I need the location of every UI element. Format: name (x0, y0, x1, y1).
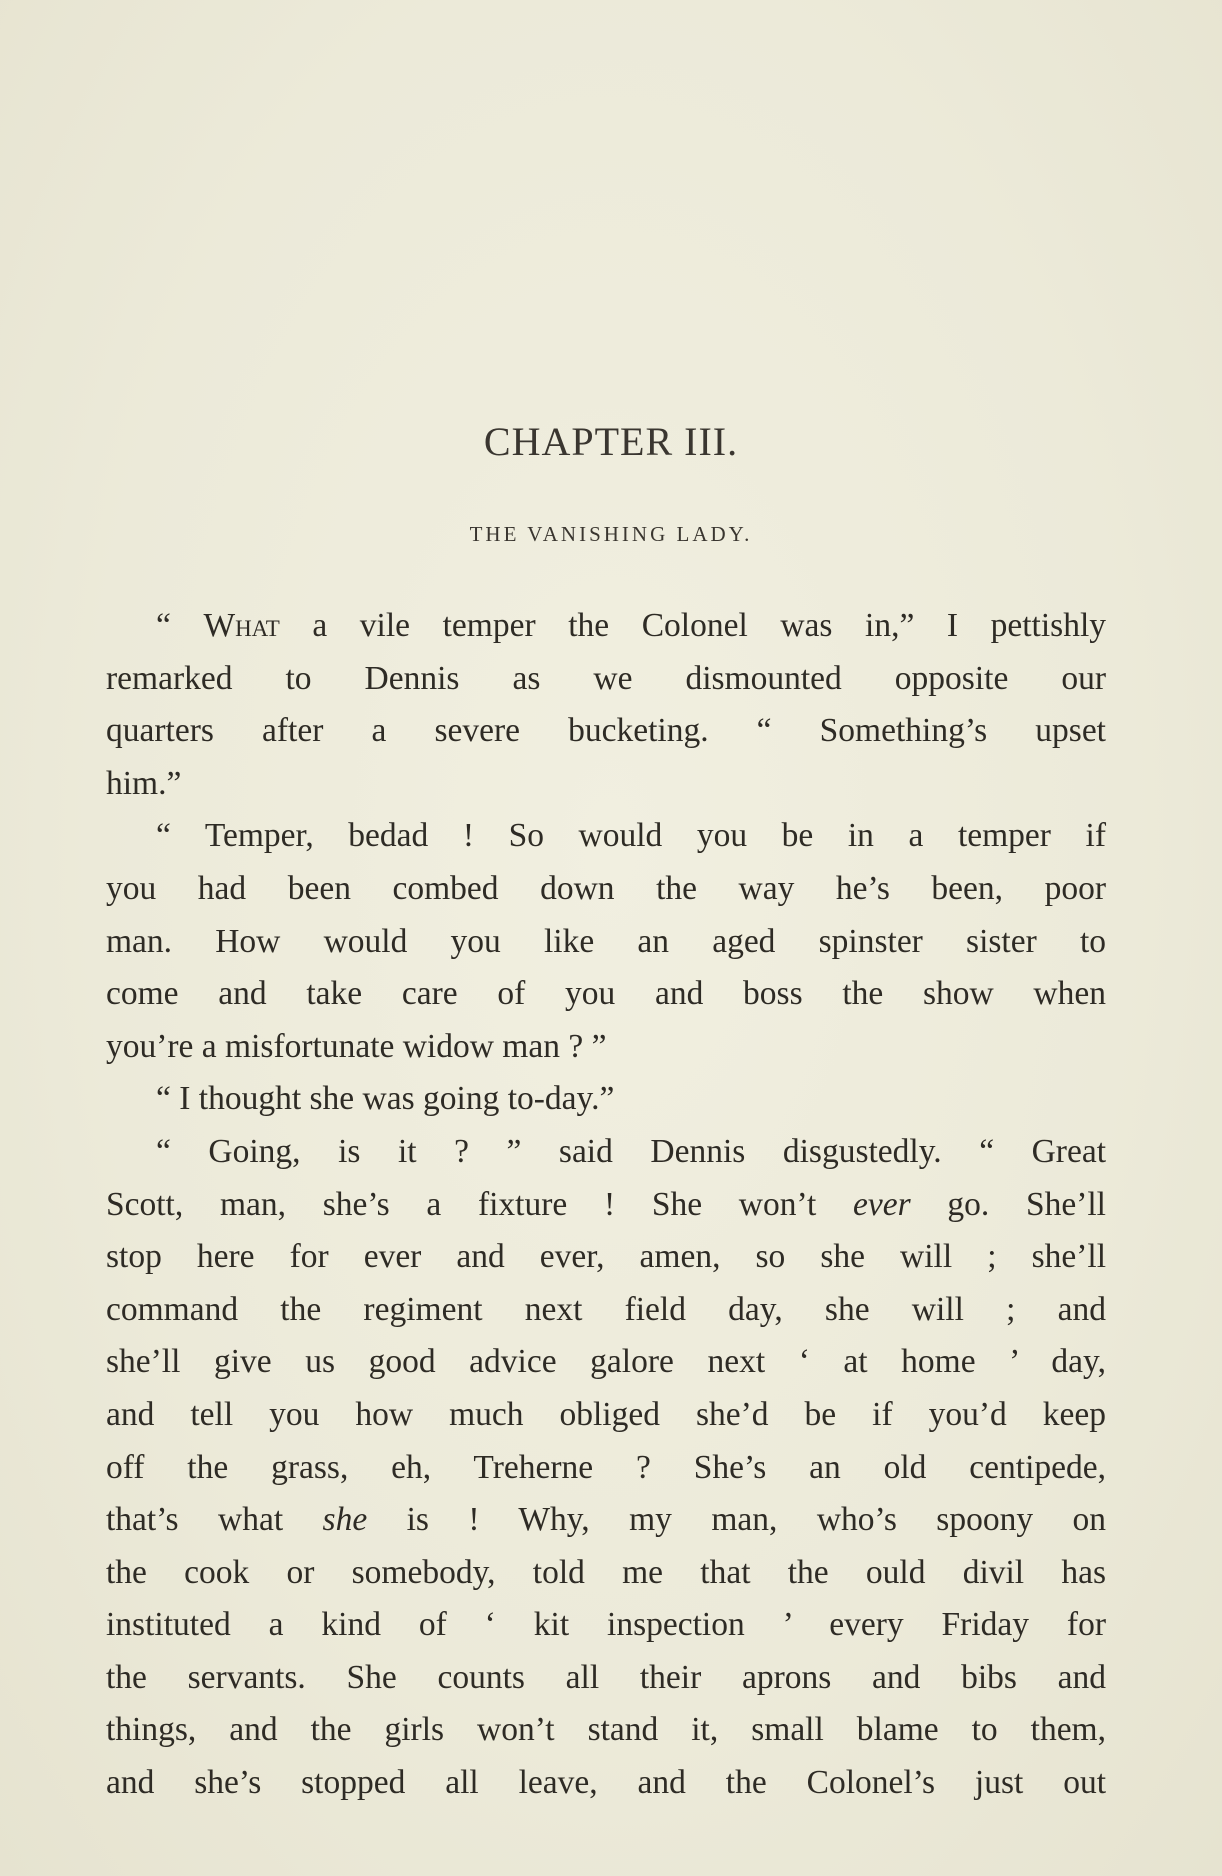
text-line: the servants. She counts all their aprons and bibs and (106, 1658, 1106, 1696)
text-line: man. How would you like an aged spinster sister to (106, 922, 1106, 960)
text-line: quarters after a severe bucketing. “ Something’s upset (106, 712, 1106, 750)
text-line: that’s what she is ! Why, my man, who’s spoony on (106, 1501, 1106, 1539)
text-line: remarked to Dennis as we dismounted opposite our (106, 659, 1106, 697)
text-line: “ I thought she was going to-day.” (156, 1080, 615, 1118)
text-line: she’ll give us good advice galore next ‘ at home ’ day, (106, 1343, 1106, 1381)
text-line: stop here for ever and ever, amen, so she will ; she’ll (106, 1238, 1106, 1276)
text-line: “ Temper, bedad ! So would you be in a temper if (156, 817, 1106, 855)
text-line: you had been combed down the way he’s been, poor (106, 869, 1106, 907)
text-line: instituted a kind of ‘ kit inspection ’ every Friday for (106, 1606, 1106, 1644)
text-line: off the grass, eh, Treherne ? She’s an old centipede, (106, 1448, 1106, 1486)
text-line: you’re a misfortunate widow man ? ” (106, 1027, 607, 1065)
text-line: things, and the girls won’t stand it, small blame to them, (106, 1711, 1106, 1749)
text-line: command the regiment next field day, she will ; and (106, 1290, 1106, 1328)
chapter-heading: CHAPTER III. (483, 419, 739, 464)
text-line: come and take care of you and boss the show when (106, 975, 1106, 1013)
body-text (106, 600, 1106, 1810)
text-line: Scott, man, she’s a fixture ! She won’t ever go. She’ll (106, 1185, 1106, 1223)
text-line: him.” (106, 764, 182, 802)
chapter-subtitle: THE VANISHING LADY. (469, 522, 753, 546)
text-line: the cook or somebody, told me that the ould divil has (106, 1553, 1106, 1591)
text-line: “ Going, is it ? ” said Dennis disgustedly. “ Great (156, 1132, 1106, 1170)
text-line: and tell you how much obliged she’d be if you’d keep (106, 1395, 1106, 1433)
text-line: “ What a vile temper the Colonel was in,” I pettishly (156, 607, 1106, 644)
text-line: and she’s stopped all leave, and the Colonel’s just out (106, 1764, 1106, 1802)
